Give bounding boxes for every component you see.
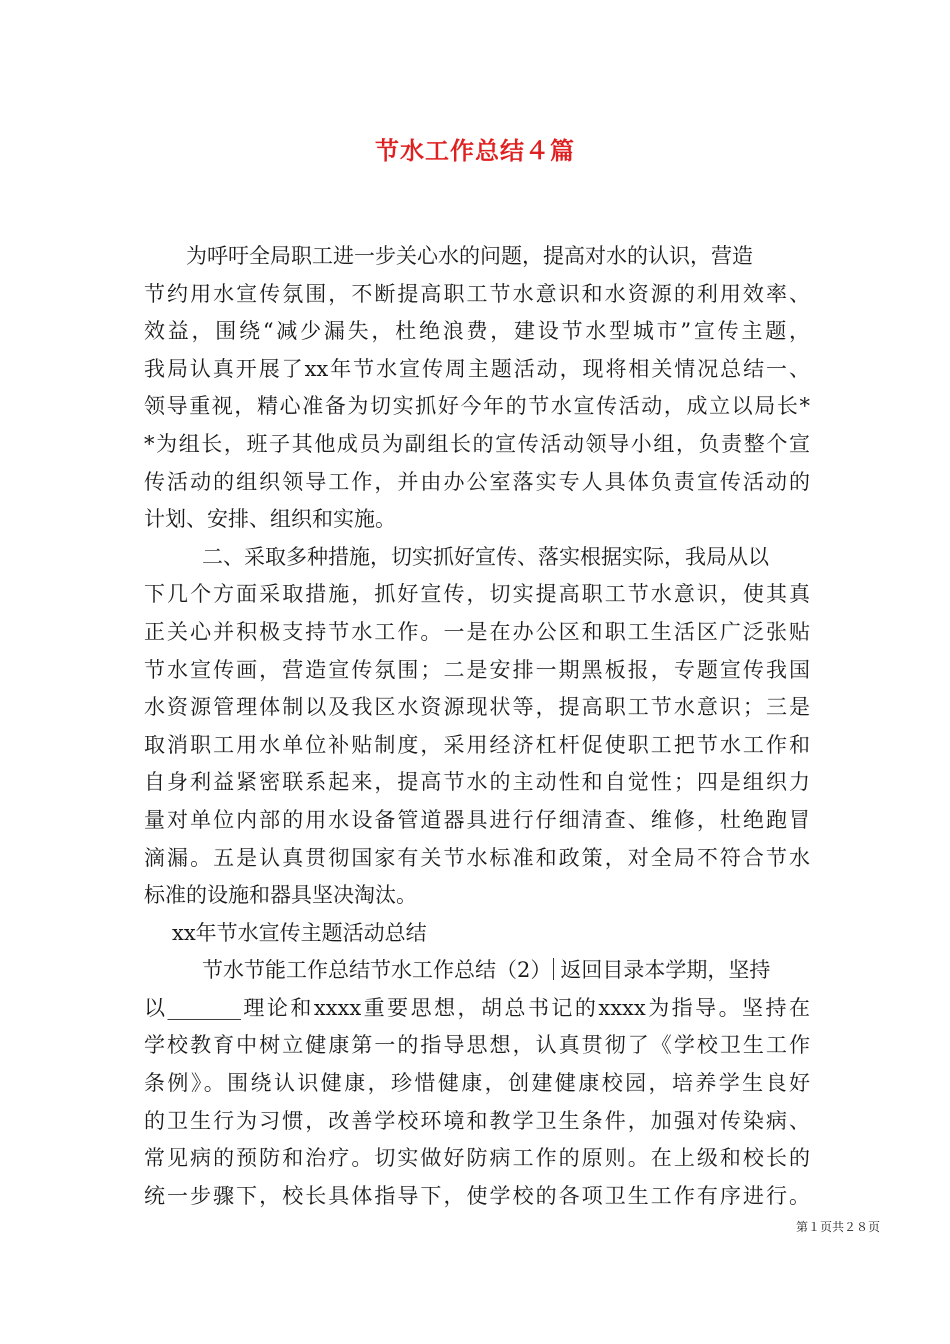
text-line: 以_______理论和xxxx重要思想，胡总书记的xxxx为指导。坚持在 [144, 995, 810, 1020]
text-line: *为组长，班子其他成员为副组长的宣传活动领导小组，负责整个宣 [144, 431, 810, 456]
section-heading: xx年节水宣传主题活动总结 [172, 920, 427, 945]
document-title: 节水工作总结４篇 [375, 136, 575, 165]
text-line: 学校教育中树立健康第一的指导思想，认真贯彻了《学校卫生工作 [144, 1033, 810, 1058]
text-cursor [553, 958, 554, 980]
text-line: 为呼吁全局职工进一步关心水的问题，提高对水的认识，营造 [186, 244, 753, 268]
text-line: 自身利益紧密联系起来，提高节水的主动性和自觉性；四是组织力 [144, 770, 810, 795]
text-line: 计划、安排、组织和实施。 [144, 507, 396, 532]
text-line [144, 952, 810, 990]
text-line: 量对单位内部的用水设备管道器具进行仔细清查、维修，杜绝跑冒 [144, 807, 810, 832]
text-line: 效益，围绕“减少漏失，杜绝浪费，建设节水型城市”宣传主题， [144, 319, 810, 344]
text-line: 节水宣传画，营造宣传氛围；二是安排一期黑板报，专题宣传我国 [144, 657, 810, 682]
text-line: 二、采取多种措施，切实抓好宣传、落实根据实际，我局从以 [202, 544, 769, 569]
text-line: 常见病的预防和治疗。切实做好防病工作的原则。在上级和校长的 [144, 1146, 810, 1171]
text-line: 统一步骤下，校长具体指导下，使学校的各项卫生工作有序进行。 [144, 1183, 810, 1208]
text-line: 条例》。围绕认识健康，珍惜健康，创建健康校园，培养学生良好 [144, 1071, 810, 1096]
text-line: 滴漏。五是认真贯彻国家有关节水标准和政策，对全局不符合节水 [144, 845, 810, 870]
text-line: 水资源管理体制以及我区水资源现状等，提高职工节水意识；三是 [144, 695, 810, 720]
page-footer: 第１页共２８页 [795, 1220, 880, 1234]
document-body [144, 238, 810, 1215]
text-line: 下几个方面采取措施，抓好宣传，切实提高职工节水意识，使其真 [144, 582, 810, 607]
return-to-toc-link[interactable]: 返回目录本学期，坚持 [560, 958, 771, 983]
text-line: 的卫生行为习惯，改善学校环境和教学卫生条件，加强对传染病、 [144, 1108, 810, 1133]
text-line: 领导重视，精心准备为切实抓好今年的节水宣传活动，成立以局长* [144, 394, 810, 419]
text-line: 取消职工用水单位补贴制度，采用经济杠杆促使职工把节水工作和 [144, 732, 810, 757]
text-line: 正关心并积极支持节水工作。一是在办公区和职工生活区广泛张贴 [144, 619, 810, 644]
text-line: 传活动的组织领导工作，并由办公室落实专人具体负责宣传活动的 [144, 469, 810, 494]
text-line: 节约用水宣传氛围，不断提高职工节水意识和水资源的利用效率、 [144, 281, 810, 306]
text-span: 节水节能工作总结节水工作总结（2） [202, 958, 552, 983]
text-line: 我局认真开展了xx年节水宣传周主题活动，现将相关情况总结一、 [144, 356, 810, 381]
text-line: 标准的设施和器具坚决淘汰。 [144, 883, 417, 908]
